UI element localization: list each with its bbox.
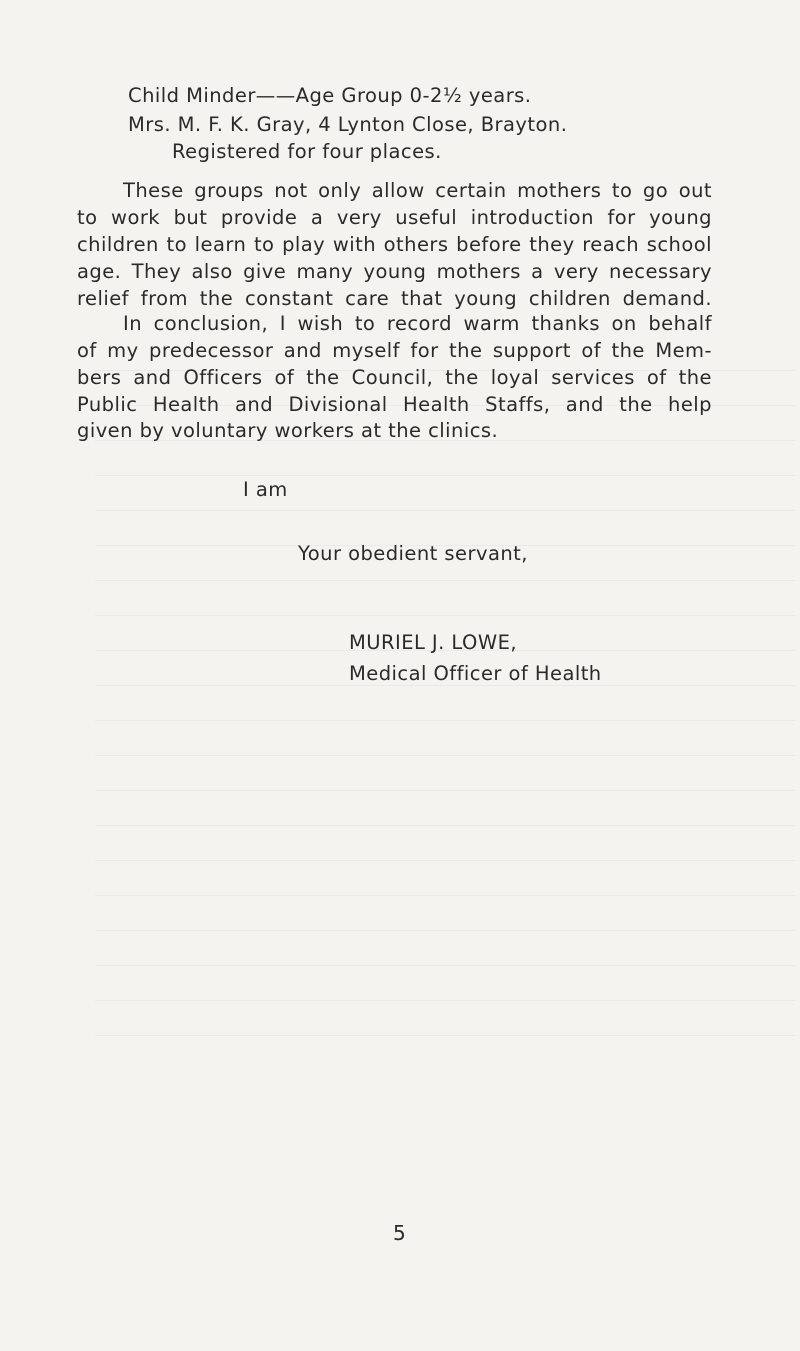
paragraph-1-line-2: to work but provide a very useful introduction for young	[77, 206, 712, 229]
paragraph-2-line-2: of my predecessor and myself for the support of the Mem-	[77, 339, 712, 362]
paragraph-2-line-4: Public Health and Divisional Health Staffs, and the help	[77, 393, 712, 416]
minder-address: Mrs. M. F. K. Gray, 4 Lynton Close, Brayton.	[128, 113, 568, 136]
paragraph-1-line-4: age. They also give many young mothers a very necessary	[77, 260, 712, 283]
signature-title: Medical Officer of Health	[349, 662, 602, 685]
registration-note: Registered for four places.	[172, 140, 442, 163]
paragraph-2-line-1: In conclusion, I wish to record warm thanks on behalf	[123, 312, 712, 335]
show-through-background	[95, 370, 795, 1070]
paragraph-2-line-3: bers and Officers of the Council, the loyal services of the	[77, 366, 712, 389]
paragraph-1-line-1: These groups not only allow certain mothers to go out	[123, 179, 712, 202]
page-number: 5	[393, 1221, 406, 1245]
paragraph-1-line-3: children to learn to play with others before they reach school	[77, 233, 712, 256]
closing-line: I am	[243, 478, 288, 501]
paragraph-1-line-5: relief from the constant care that young children demand.	[77, 287, 712, 310]
signature-name: MURIEL J. LOWE,	[349, 631, 517, 654]
salutation-line: Your obedient servant,	[298, 542, 528, 565]
paragraph-2-line-5: given by voluntary workers at the clinics.	[77, 419, 499, 442]
section-heading: Child Minder——Age Group 0-2½ years.	[128, 84, 532, 107]
